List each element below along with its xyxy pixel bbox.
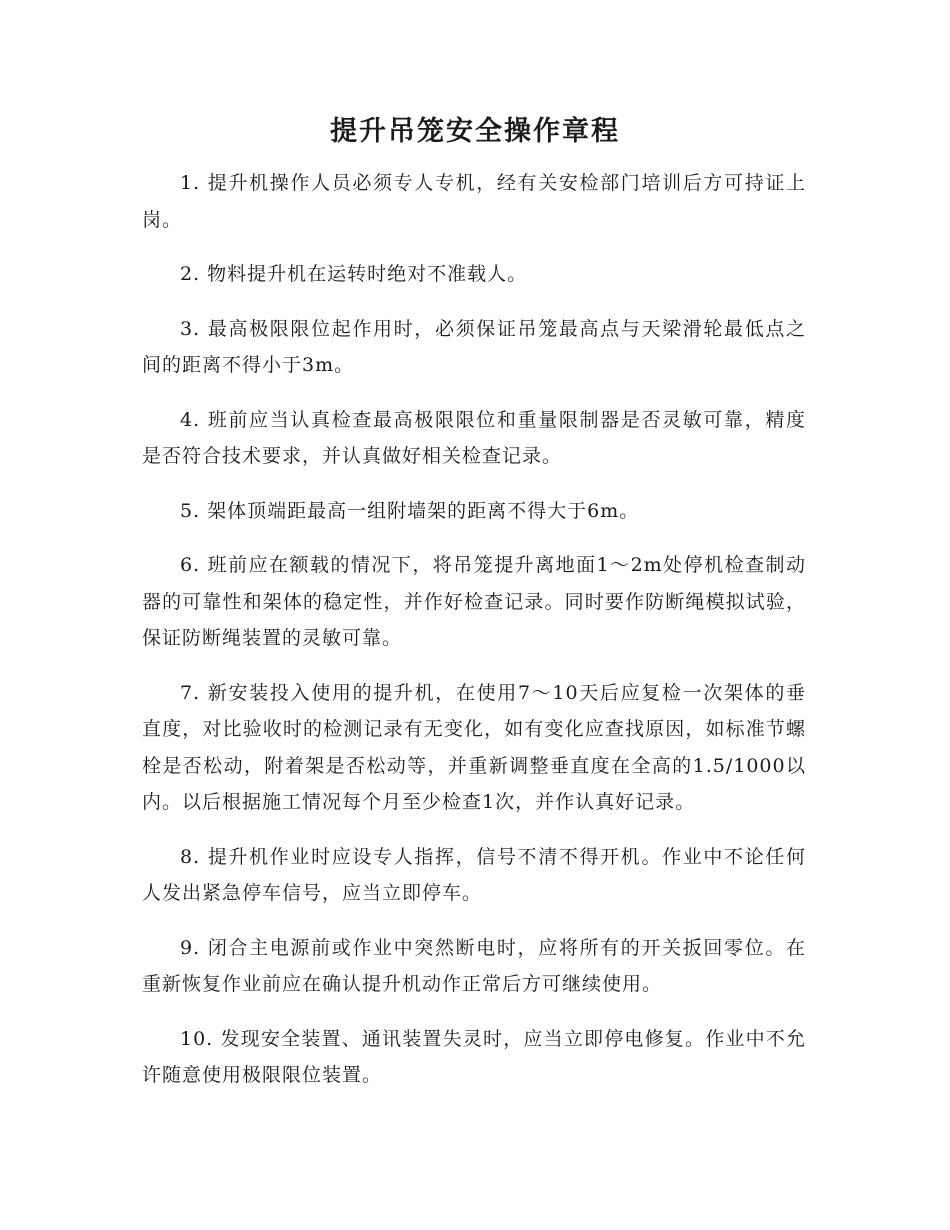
clause-8: 8. 提升机作业时应设专人指挥，信号不清不得开机。作业中不论任何人发出紧急停车信号，应当立即停车。 — [142, 845, 806, 904]
clause-list — [142, 165, 806, 1112]
clause-6: 6. 班前应在额载的情况下，将吊笼提升离地面1～2m处停机检查制动器的可靠性和架体的稳定性，并作好检查记录。同时要作防断绳模拟试验，保证防断绳装置的灵敏可靠。 — [142, 554, 806, 649]
clause-10: 10. 发现安全装置、通讯装置失灵时，应当立即停电修复。作业中不允许随意使用极限限位装置。 — [142, 1027, 806, 1086]
clause-9: 9. 闭合主电源前或作业中突然断电时，应将所有的开关扳回零位。在重新恢复作业前应在确认提升机动作正常后方可继续使用。 — [142, 936, 806, 995]
clause-1: 1. 提升机操作人员必须专人专机，经有关安检部门培训后方可持证上岗。 — [142, 172, 806, 231]
clause-7: 7. 新安装投入使用的提升机，在使用7～10天后应复检一次架体的垂直度，对比验收时的检测记录有无变化，如有变化应查找原因，如标准节螺栓是否松动，附着架是否松动等，并重新调整垂直度在全高的1.5/1000以内。以后根据施工情况每个月至少检查1次，并作认真好记录。 — [142, 681, 806, 813]
clause-5: 5. 架体顶端距最高一组附墙架的距离不得大于6m。 — [180, 499, 640, 522]
document-title: 提升吊笼安全操作章程 — [330, 116, 620, 147]
clause-3: 3. 最高极限限位起作用时，必须保证吊笼最高点与天梁滑轮最低点之间的距离不得小于3m。 — [142, 317, 806, 376]
clause-2: 2. 物料提升机在运转时绝对不准载人。 — [180, 263, 528, 285]
clause-4: 4. 班前应当认真检查最高极限限位和重量限制器是否灵敏可靠，精度是否符合技术要求，并认真做好相关检查记录。 — [142, 408, 806, 467]
